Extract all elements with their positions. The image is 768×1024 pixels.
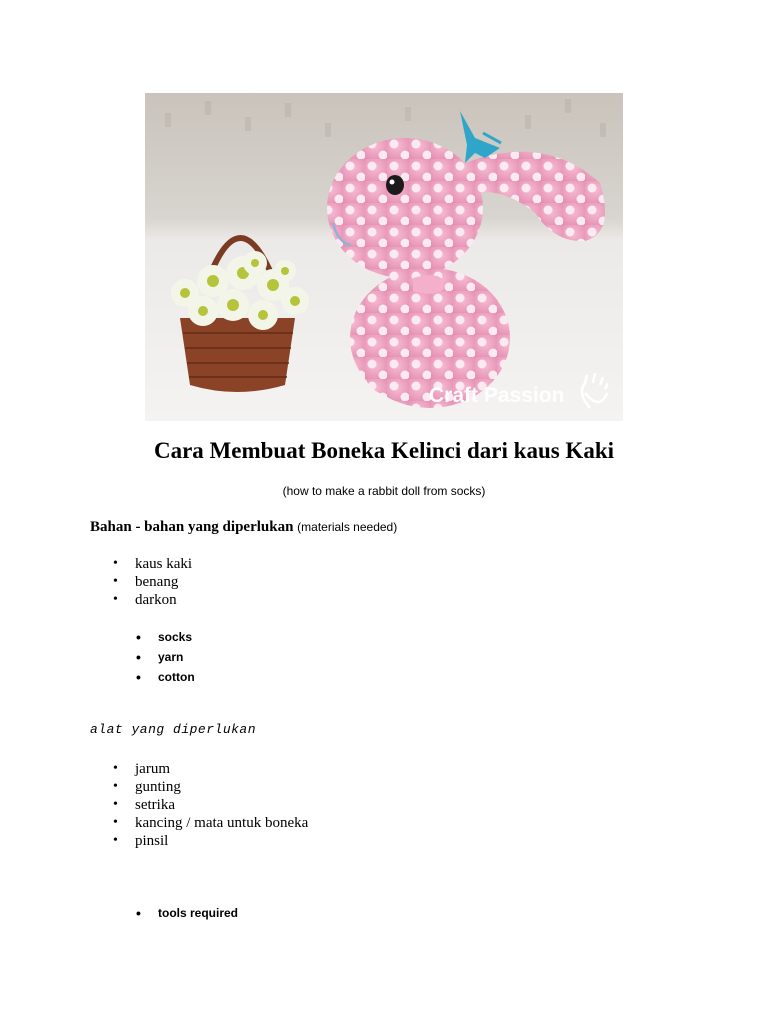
rabbit-doll-photo: [145, 93, 623, 421]
list-item: • tools required: [136, 903, 238, 923]
list-item: • pinsil: [90, 832, 308, 850]
list-item: • setrika: [90, 796, 308, 814]
materials-heading: [90, 519, 397, 536]
watermark-text: Craft Passion: [429, 384, 565, 407]
materials-heading-id: Bahan - bahan yang diperlukan: [90, 519, 294, 535]
list-item: • yarn: [136, 647, 195, 667]
tools-list-id: [90, 760, 308, 850]
list-item: • kaus kaki: [90, 555, 192, 573]
list-item: • benang: [90, 573, 192, 591]
list-item: • darkon: [90, 591, 192, 609]
list-item: • kancing / mata untuk boneka: [90, 814, 308, 832]
materials-list-id: [90, 555, 192, 609]
materials-list-en: [136, 627, 195, 687]
document-title: Cara Membuat Boneka Kelinci dari kaus Kaki: [153, 438, 615, 463]
list-item: • gunting: [90, 778, 308, 796]
list-item: • jarum: [90, 760, 308, 778]
materials-heading-en: (materials needed): [297, 520, 398, 534]
list-item: • cotton: [136, 667, 195, 687]
tools-heading: alat yang diperlukan: [90, 722, 257, 737]
tools-list-en: [136, 903, 238, 923]
document-subtitle: (how to make a rabbit doll from socks): [282, 484, 486, 498]
list-item: • socks: [136, 627, 195, 647]
